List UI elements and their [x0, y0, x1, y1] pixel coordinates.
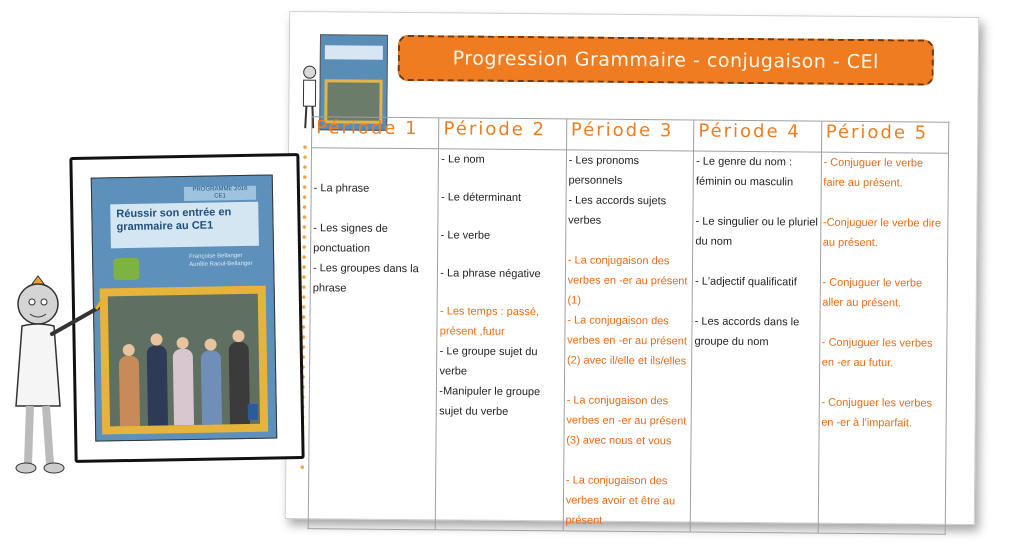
cover-title: Réussir son entrée en grammaire au CE1: [116, 206, 232, 234]
cell-periode-4: [690, 151, 821, 533]
cover-title-box: [110, 202, 259, 249]
publisher-logo-icon: [113, 258, 139, 280]
cell-periode-2: [436, 149, 567, 531]
list-item: - Le verbe: [440, 229, 491, 242]
list-item: - Conjuguer les verbes en -er à l'imparfait.: [821, 396, 933, 430]
list-item: - Conjuguer le verbe faire au présent.: [823, 156, 924, 190]
cartoon-teacher-icon: [8, 268, 108, 478]
progression-sheet: [285, 11, 979, 525]
list-item: - Les temps : passé, présent ,futur: [439, 305, 540, 338]
cover-author-1: Françoise Bellanger: [189, 253, 243, 260]
list-item: - La conjugaison des verbes en -er au présent (2) avec il/elle et ils/elles: [566, 314, 688, 368]
header-periode-3: Période 3: [566, 119, 694, 151]
list-item: - Le genre du nom : féminin ou masculin: [695, 155, 794, 189]
list-item: - Les pronoms personnels: [568, 154, 640, 187]
list-item: - Conjuguer les verbes en -er au futur.: [821, 336, 933, 370]
classroom-photo: [108, 294, 260, 427]
banner-title: Progression Grammaire - conjugaison - CEl: [452, 47, 879, 74]
list-item: - Le nom: [441, 153, 485, 166]
content-row: [308, 148, 948, 535]
cover-authors: [189, 252, 269, 269]
cell-periode-3: [563, 150, 694, 532]
list-item: - Le singulier ou le pluriel du nom: [695, 215, 818, 248]
title-banner: [398, 35, 934, 86]
header-periode-4: Période 4: [694, 120, 822, 152]
list-item: - La conjugaison des verbes en -er au présent (1): [567, 254, 688, 307]
cover-banner-line1: PROGRAMME 2016: [192, 185, 248, 193]
header-periode-5: Période 5: [821, 121, 949, 153]
cover-program-banner: [184, 186, 256, 201]
list-item: - La conjugaison des verbes en -er au présent (3) avec nous et vous: [566, 394, 687, 448]
header-periode-2: Période 2: [439, 118, 567, 150]
list-item: - L'adjectif qualificatif: [695, 275, 797, 289]
list-item: -Conjuguer le verbe dire au présent.: [822, 216, 942, 250]
publisher-mark-icon: [248, 404, 258, 420]
list-item: - Le groupe sujet du verbe: [439, 345, 538, 378]
list-item: -Manipuler le groupe sujet du verbe: [439, 385, 541, 418]
cell-periode-5: [818, 152, 949, 534]
book-cover: [91, 174, 278, 441]
cover-author-2: Aurélie Raoul-Bellanger: [189, 260, 253, 268]
list-item: - Les signes de ponctuation: [313, 222, 388, 255]
cell-periode-1: [308, 148, 439, 530]
list-item: - La phrase négative: [440, 267, 541, 281]
cover-photo-frame: [100, 286, 269, 435]
progression-table: [308, 116, 950, 535]
list-item: - Les accords sujets verbes: [568, 194, 667, 227]
list-item: - Conjuguer le verbe aller au présent.: [822, 276, 923, 310]
header-periode-1: Période 1: [312, 117, 440, 149]
list-item: - La phrase: [313, 182, 370, 195]
list-item: - Les groupes dans la phrase: [312, 262, 419, 295]
cover-banner-line2: CE1: [214, 193, 226, 200]
list-item: - La conjugaison des verbes avoir et être au présent: [565, 474, 676, 527]
list-item: - Le déterminant: [440, 191, 522, 205]
list-item: - Les accords dans le groupe du nom: [694, 315, 800, 349]
